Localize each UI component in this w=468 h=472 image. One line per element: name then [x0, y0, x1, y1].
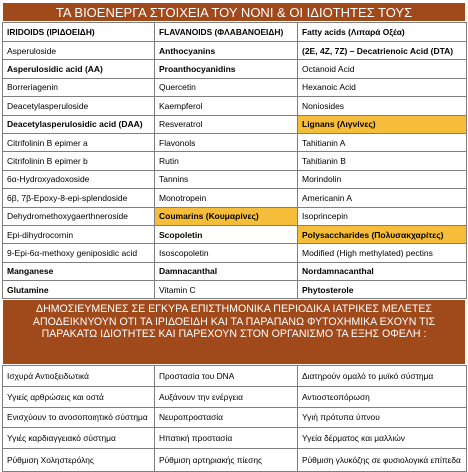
- table-row: [3, 225, 467, 243]
- table-row: [3, 78, 467, 96]
- compound-cell: Tahitianin B: [298, 152, 467, 170]
- benefit-cell: Ηπατική προστασία: [155, 428, 298, 449]
- table-row: [3, 407, 467, 428]
- benefit-cell: Ρύθμιση Χοληστερόλης: [3, 448, 155, 471]
- benefit-cell: Ρύθμιση γλυκόζης σε φυσιολογικά επίπεδα: [298, 448, 467, 471]
- compound-cell: Deacetylasperulosidic acid (DAA): [3, 115, 155, 133]
- table-row: [3, 42, 467, 60]
- notice-line: ΠΑΡΑΚΑΤΩ ΙΔΙΟΤΗΤΕΣ ΚΑΙ ΠΑΡΕΧΟΥΝ ΣΤΟΝ ΟΡΓΑΝΙΣΜΟ ΤΑ ΕΞΗΣ ΟΦΕΛΗ :: [41, 328, 427, 341]
- compound-cell: Octanoid Acid: [298, 60, 467, 78]
- compound-cell: Polysaccharides (Πολυσακχαρίτες): [298, 225, 467, 243]
- table-row: [3, 60, 467, 78]
- notice-line: ΔΗΜΟΣΙΕΥΜΕΝΕΣ ΣΕ ΕΓΚΥΡΑ ΕΠΙΣΤΗΜΟΝΙΚΑ ΠΕΡΙΟΔΙΚΑ ΙΑΤΡΙΚΕΣ ΜΕΛΕΤΕΣ: [36, 303, 432, 316]
- noni-sheet: [2, 2, 466, 465]
- compound-cell: Rutin: [155, 152, 298, 170]
- compound-cell: Isoprincepin: [298, 207, 467, 225]
- compound-cell: Tahitianin A: [298, 133, 467, 151]
- compound-cell: Hexanoic Acid: [298, 78, 467, 96]
- compound-cell: Anthocyanins: [155, 42, 298, 60]
- table-row: [3, 152, 467, 170]
- studies-notice: [2, 299, 466, 365]
- benefit-cell: Υγεία δέρματος και μαλλιών: [298, 428, 467, 449]
- compounds-table: [2, 22, 467, 299]
- compound-cell: Epi-dihydrocornin: [3, 225, 155, 243]
- compound-cell: Asperuloside: [3, 42, 155, 60]
- table-row: [3, 133, 467, 151]
- compound-cell: Lignans (Λιγνίνες): [298, 115, 467, 133]
- compound-cell: Asperulosidic acid (AA): [3, 60, 155, 78]
- compound-cell: 9-Epi-6α-methoxy geniposidic acid: [3, 244, 155, 262]
- benefits-table: [2, 365, 467, 471]
- compound-cell: Tannins: [155, 170, 298, 188]
- compound-cell: (2E, 4Z, 7Z) – Decatrienoic Acid (DTA): [298, 42, 467, 60]
- table-row: [3, 448, 467, 471]
- header-flavanoids: FLAVANOIDS (ΦΛΑΒΑΝΟΕΙΔΗ): [155, 23, 298, 42]
- benefit-cell: Ενισχύουν το ανοσοποιητικό σύστημα: [3, 407, 155, 428]
- compound-cell: Coumarins (Κουμαρίνες): [155, 207, 298, 225]
- benefit-cell: Ρύθμιση αρτηριακής πίεσης: [155, 448, 298, 471]
- table-row: [3, 207, 467, 225]
- benefit-cell: Διατηρούν ομαλό το μυϊκό σύστημα: [298, 366, 467, 387]
- benefit-cell: Αντιοστεοπόρωση: [298, 387, 467, 408]
- table-row: [3, 387, 467, 408]
- compound-cell: Deacetylasperuloside: [3, 97, 155, 115]
- compound-cell: Resveratrol: [155, 115, 298, 133]
- compound-cell: Scopoletin: [155, 225, 298, 243]
- compound-cell: Noniosides: [298, 97, 467, 115]
- page-title: ΤΑ ΒΙΟΕΝΕΡΓΑ ΣΤΟΙΧΕΙΑ ΤΟΥ ΝΟΝΙ & ΟΙ ΙΔΙΟΤΗΤΕΣ ΤΟΥΣ: [2, 2, 466, 22]
- compound-cell: Damnacanthal: [155, 262, 298, 280]
- benefit-cell: Υγιείς αρθρώσεις και οστά: [3, 387, 155, 408]
- compound-cell: Citrifolinin B epimer b: [3, 152, 155, 170]
- compound-cell: Morindolin: [298, 170, 467, 188]
- benefit-cell: Νευροπροστασία: [155, 407, 298, 428]
- compound-cell: Proanthocyanidins: [155, 60, 298, 78]
- table-header-row: [3, 23, 467, 42]
- table-row: [3, 262, 467, 280]
- compound-cell: Glutamine: [3, 281, 155, 299]
- compound-cell: Flavonols: [155, 133, 298, 151]
- benefit-cell: Υγιές καρδιαγγειακό σύστημα: [3, 428, 155, 449]
- compound-cell: Nordamnacanthal: [298, 262, 467, 280]
- benefit-cell: Ισχυρά Αντιοξειδωτικά: [3, 366, 155, 387]
- benefit-cell: Προστασία του DNA: [155, 366, 298, 387]
- table-row: [3, 366, 467, 387]
- compound-cell: 6β, 7β-Epoxy-8-epi-splendoside: [3, 189, 155, 207]
- compound-cell: 6α-Hydroxyadoxoside: [3, 170, 155, 188]
- compounds-body: [3, 23, 467, 299]
- benefit-cell: Υγιή πρότυπα ύπνου: [298, 407, 467, 428]
- compound-cell: Americanin A: [298, 189, 467, 207]
- header-fatty-acids: Fatty acids (Λιπαρά Οξέα): [298, 23, 467, 42]
- benefit-cell: Αυξάνουν την ενέργεια: [155, 387, 298, 408]
- benefits-body: [3, 366, 467, 471]
- table-row: [3, 281, 467, 299]
- table-row: [3, 244, 467, 262]
- table-row: [3, 428, 467, 449]
- compound-cell: Kaempferol: [155, 97, 298, 115]
- compound-cell: Isoscopoletin: [155, 244, 298, 262]
- table-row: [3, 97, 467, 115]
- compound-cell: Dehydromethoxygaerthneroside: [3, 207, 155, 225]
- table-row: [3, 115, 467, 133]
- table-row: [3, 189, 467, 207]
- compound-cell: Monotropein: [155, 189, 298, 207]
- table-row: [3, 170, 467, 188]
- compound-cell: Manganese: [3, 262, 155, 280]
- compound-cell: Quercetin: [155, 78, 298, 96]
- compound-cell: Vitamin C: [155, 281, 298, 299]
- compound-cell: Modified (High methylated) pectins: [298, 244, 467, 262]
- compound-cell: Phytosterole: [298, 281, 467, 299]
- compound-cell: Citrifolinin B epimer a: [3, 133, 155, 151]
- header-iridoids: IRIDOIDS (ΙΡΙΔΟΕΙΔΗ): [3, 23, 155, 42]
- notice-line: ΑΠΟΔΕΙΚΝΥΟΥΝ ΟΤΙ ΤΑ ΙΡΙΔΟΕΙΔΗ ΚΑΙ ΤΑ ΠΑΡΑΠΑΝΩ ΦΥΤΟΧΗΜΙΚΑ ΕΧΟΥΝ ΤΙΣ: [32, 315, 436, 328]
- compound-cell: Borreriagenin: [3, 78, 155, 96]
